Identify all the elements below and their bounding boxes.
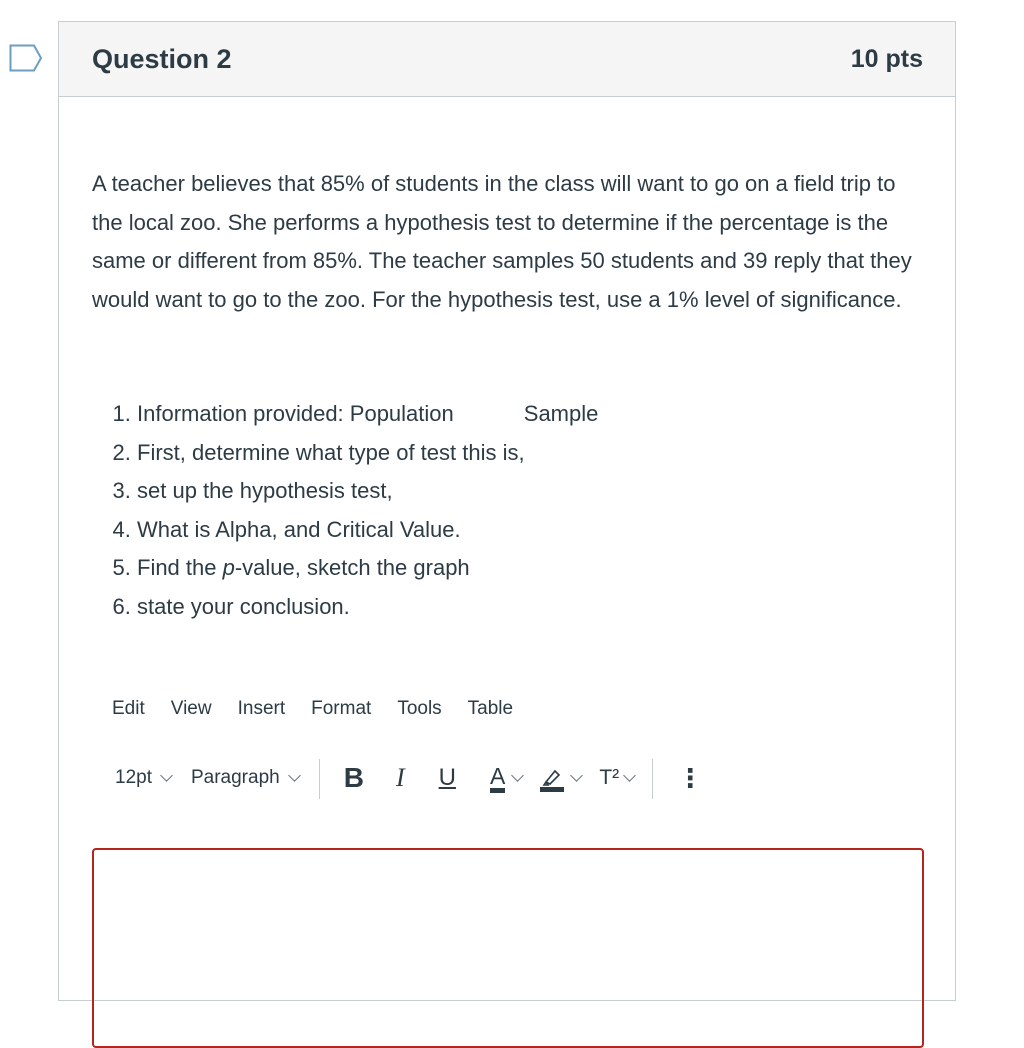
toolbar-divider — [652, 759, 653, 799]
editor-menubar — [92, 690, 923, 729]
superscript-button[interactable]: T² — [599, 759, 640, 798]
bold-button[interactable]: B — [343, 762, 364, 794]
italic-button[interactable]: I — [395, 763, 405, 793]
text-color-button[interactable]: A — [490, 764, 528, 793]
highlighter-icon — [540, 766, 564, 792]
menu-format[interactable]: Format — [311, 698, 372, 719]
block-format-dropdown[interactable]: Paragraph — [191, 759, 305, 798]
chevron-down-icon — [623, 769, 636, 782]
menu-edit[interactable]: Edit — [112, 698, 145, 719]
question-header — [59, 22, 955, 97]
question-panel — [58, 21, 956, 1001]
list-item: 1. Information provided: Population Sample — [137, 395, 923, 434]
menu-table[interactable]: Table — [467, 698, 514, 719]
more-options-button[interactable]: ⋮ — [677, 763, 704, 794]
question-title: Question 2 — [92, 43, 232, 74]
highlight-color-button[interactable] — [540, 766, 587, 792]
instructions-list — [92, 395, 923, 626]
menu-view[interactable]: View — [170, 698, 212, 719]
question-points: 10 pts — [850, 44, 923, 73]
list-item: 5. Find the p-value, sketch the graph — [137, 549, 923, 588]
list-item: 6. state your conclusion. — [137, 588, 923, 627]
menu-insert[interactable]: Insert — [237, 698, 286, 719]
underline-button[interactable]: U — [438, 764, 456, 792]
list-item: 2. First, determine what type of test this is, — [137, 434, 923, 473]
font-size-dropdown[interactable]: 12pt — [115, 759, 177, 798]
question-body — [59, 97, 955, 799]
menu-tools[interactable]: Tools — [397, 698, 442, 719]
list-item: 4. What is Alpha, and Critical Value. — [137, 511, 923, 550]
bookmark-flag-icon[interactable] — [9, 44, 43, 72]
chevron-down-icon — [288, 769, 301, 782]
toolbar-divider — [319, 759, 320, 799]
chevron-down-icon — [570, 769, 583, 782]
editor-toolbar — [92, 759, 923, 799]
list-item: 3. set up the hypothesis test, — [137, 472, 923, 511]
chevron-down-icon — [511, 769, 524, 782]
chevron-down-icon — [160, 769, 173, 782]
question-text: A teacher believes that 85% of students in the class will want to go on a field trip to the local zoo. She performs a hypothesis test to determine if the percentage is the same or different from 85%. The teacher samples 50 students and 39 reply that they would want to go to the zoo. For the hypothesis test, use a 1% level of significance. — [92, 171, 912, 312]
answer-editor[interactable] — [92, 848, 924, 1048]
